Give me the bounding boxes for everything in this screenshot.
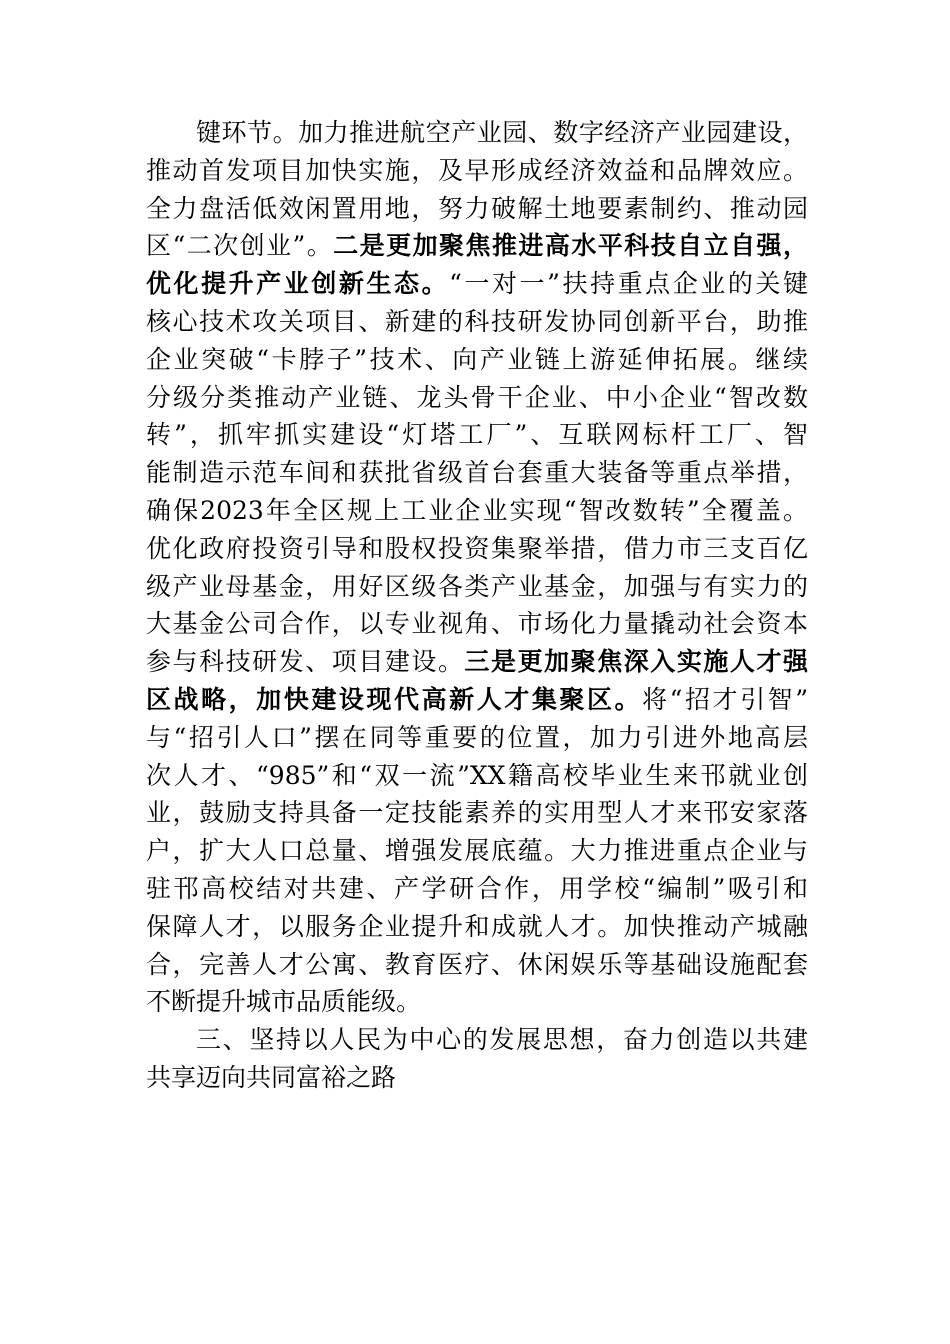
text-line bbox=[146, 341, 808, 379]
text-line bbox=[146, 681, 808, 719]
text-line bbox=[146, 794, 808, 832]
paragraph-continuation bbox=[146, 114, 808, 1021]
text-run: 推动首发项目加快实施，及早形成经济效益和品牌效应。 bbox=[146, 155, 808, 185]
text-run: 核心技术攻关项目、新建的科技研发协同创新平台，助推 bbox=[146, 306, 808, 336]
text-run: 能制造示范车间和获批省级首台套重大装备等重点举措， bbox=[146, 458, 808, 488]
text-run: “一对一”扶持重点企业的关键 bbox=[449, 269, 808, 299]
text-line bbox=[146, 643, 808, 681]
text-run: 次人才、“985”和“双一流”XX籍高校毕业生来邗就业创 bbox=[146, 760, 808, 790]
text-line bbox=[146, 568, 808, 606]
bold-heading-three-cont: 区战略，加快建设现代高新人才集聚区。 bbox=[146, 684, 643, 714]
text-line bbox=[146, 114, 808, 152]
text-line bbox=[146, 303, 808, 341]
text-line bbox=[146, 265, 808, 303]
text-line bbox=[146, 832, 808, 870]
text-line bbox=[146, 227, 808, 265]
text-run: 合，完善人才公寓、教育医疗、休闲娱乐等基础设施配套 bbox=[146, 949, 808, 979]
text-run: 业，鼓励支持具备一定技能素养的实用型人才来邗安家落 bbox=[146, 798, 808, 828]
text-line bbox=[146, 983, 808, 1021]
text-line bbox=[146, 190, 808, 228]
text-run: 分级分类推动产业链、龙头骨干企业、中小企业“智改数 bbox=[146, 382, 808, 412]
section-heading-line bbox=[146, 1059, 808, 1097]
text-line bbox=[146, 152, 808, 190]
text-line bbox=[146, 870, 808, 908]
text-run: 参与科技研发、项目建设。 bbox=[146, 647, 465, 677]
text-run: 企业突破“卡脖子”技术、向产业链上游延伸拓展。继续 bbox=[146, 344, 808, 374]
text-line bbox=[146, 530, 808, 568]
text-line bbox=[146, 946, 808, 984]
text-line bbox=[146, 379, 808, 417]
text-run: 区“二次创业”。 bbox=[146, 231, 334, 261]
section-heading bbox=[146, 1021, 808, 1097]
text-line bbox=[146, 416, 808, 454]
bold-heading-three: 三是更加聚焦深入实施人才强 bbox=[464, 647, 808, 677]
text-run: 与“招引人口”摆在同等重要的位置，加力引进外地高层 bbox=[146, 722, 808, 752]
text-line bbox=[146, 454, 808, 492]
bold-heading-two-cont: 优化提升产业创新生态。 bbox=[146, 269, 450, 299]
section-heading-line bbox=[146, 1021, 808, 1059]
text-run: 优化政府投资引导和股权投资集聚举措，借力市三支百亿 bbox=[146, 533, 808, 563]
document-body bbox=[146, 114, 808, 1097]
section-heading-text: 三、坚持以人民为中心的发展思想，奋力创造以共建 bbox=[196, 1025, 808, 1055]
text-run: 转”，抓牢抓实建设“灯塔工厂”、互联网标杆工厂、智 bbox=[146, 420, 808, 450]
text-run: 键环节。加力推进航空产业园、数字经济产业园建设， bbox=[196, 118, 808, 147]
text-run: 确保2023年全区规上工业企业实现“智改数转”全覆盖。 bbox=[146, 495, 808, 525]
text-run: 大基金公司合作，以专业视角、市场化力量撬动社会资本 bbox=[146, 609, 808, 639]
text-line bbox=[146, 605, 808, 643]
bold-heading-two: 二是更加聚焦推进高水平科技自立自强， bbox=[333, 231, 808, 261]
text-run: 全力盘活低效闲置用地，努力破解土地要素制约、推动园 bbox=[146, 193, 808, 223]
text-run: 驻邗高校结对共建、产学研合作，用学校“编制”吸引和 bbox=[146, 873, 808, 903]
text-line bbox=[146, 492, 808, 530]
text-line bbox=[146, 719, 808, 757]
text-line bbox=[146, 757, 808, 795]
text-run: 将“招才引智” bbox=[642, 684, 808, 714]
text-run: 户，扩大人口总量、增强发展底蕴。大力推进重点企业与 bbox=[146, 836, 808, 866]
text-line bbox=[146, 908, 808, 946]
text-run: 保障人才，以服务企业提升和成就人才。加快推动产城融 bbox=[146, 911, 808, 941]
text-run: 级产业母基金，用好区级各类产业基金，加强与有实力的 bbox=[146, 571, 808, 601]
section-heading-text: 共享迈向共同富裕之路 bbox=[146, 1062, 397, 1092]
text-run: 不断提升城市品质能级。 bbox=[146, 987, 422, 1017]
